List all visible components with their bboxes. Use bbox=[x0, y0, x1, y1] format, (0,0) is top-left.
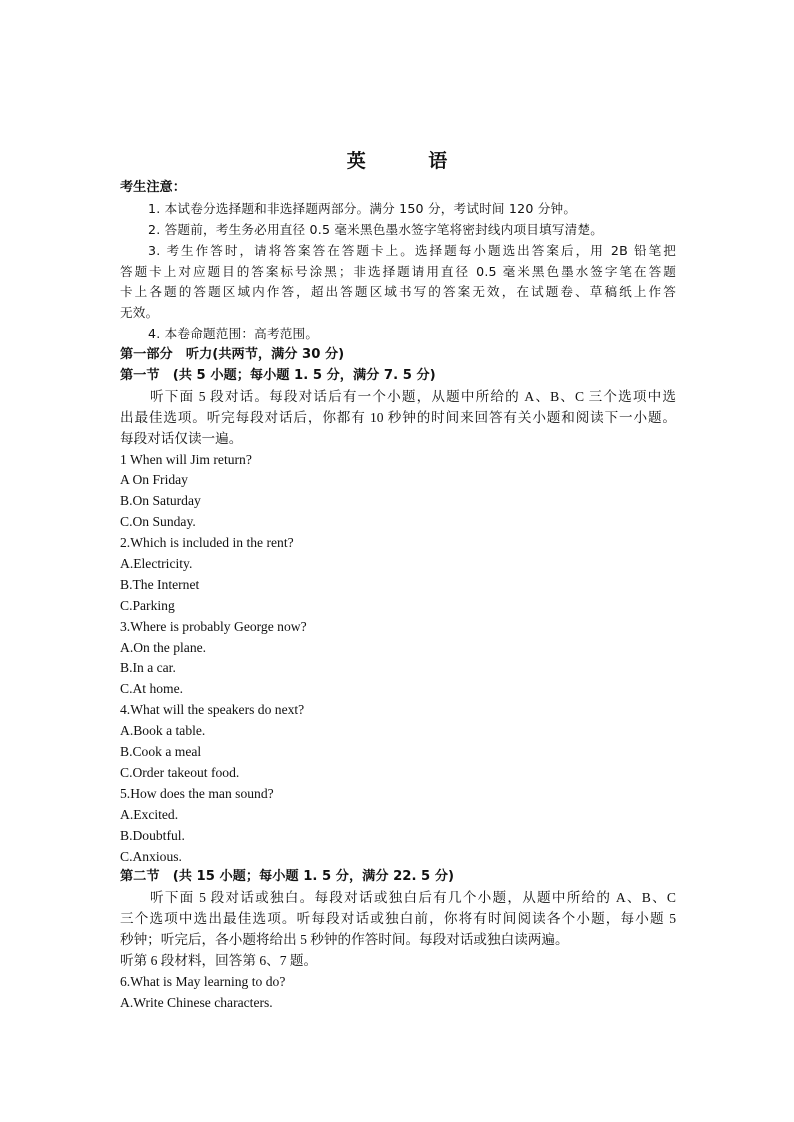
question-5: 5.How does the man sound? bbox=[120, 785, 274, 801]
option-4a: A.Book a table. bbox=[120, 723, 206, 739]
option-2c: C.Parking bbox=[120, 597, 175, 613]
option-2a: A.Electricity. bbox=[120, 556, 193, 572]
exam-content bbox=[120, 178, 676, 1014]
question-3: 3.Where is probably George now? bbox=[120, 618, 307, 634]
question-4: 4.What will the speakers do next? bbox=[120, 702, 305, 718]
option-5a: A.Excited. bbox=[120, 806, 179, 822]
section2-instructions: 秒钟；听完后，各小题将给出 5 秒钟的作答时间。每段对话或独白读两遍。 bbox=[120, 932, 569, 948]
notice-line: 卡上各题的答题区域内作答，超出答题区域书写的答案无效，在试题卷、草稿纸上作答 bbox=[120, 284, 676, 300]
notice-heading: 考生注意： bbox=[120, 180, 186, 195]
notice-line: 2. 答题前，考生务必用直径 0.5 毫米黑色墨水签字笔将密封线内项目填写清楚。 bbox=[148, 221, 604, 237]
notice-line: 1. 本试卷分选择题和非选择题两部分。满分 150 分，考试时间 120 分钟。 bbox=[148, 200, 577, 216]
option-1a: A On Friday bbox=[120, 472, 188, 488]
option-1c: C.On Sunday. bbox=[120, 514, 196, 530]
option-3b: B.In a car. bbox=[120, 660, 176, 676]
page-title: 英 语 bbox=[346, 150, 476, 172]
question-2: 2.Which is included in the rent? bbox=[120, 535, 294, 551]
option-3a: A.On the plane. bbox=[120, 639, 207, 655]
question-6: 6.What is May learning to do? bbox=[120, 973, 286, 989]
option-3c: C.At home. bbox=[120, 681, 184, 697]
option-2b: B.The Internet bbox=[120, 576, 200, 592]
question-1: 1 When will Jim return? bbox=[120, 451, 252, 467]
option-4c: C.Order takeout food. bbox=[120, 764, 240, 780]
notice-line: 答题卡上对应题目的答案标号涂黑；非选择题请用直径 0.5 毫米黑色墨水签字笔在答题 bbox=[120, 263, 676, 279]
material-note: 听第 6 段材料，回答第 6、7 题。 bbox=[120, 952, 318, 968]
option-5b: B.Doubtful. bbox=[120, 827, 185, 843]
section1-instructions: 听下面 5 段对话。每段对话后有一个小题，从题中所给的 A、B、C 三个选项中选 bbox=[150, 388, 676, 404]
notice-line: 3. 考生作答时，请将答案答在答题卡上。选择题每小题选出答案后，用 2B 铅笔把 bbox=[148, 242, 676, 258]
notice-line: 无效。 bbox=[120, 305, 159, 321]
section1-instructions: 出最佳选项。听完每段对话后，你都有 10 秒钟的时间来回答有关小题和阅读下一小题。 bbox=[120, 409, 676, 425]
option-1b: B.On Saturday bbox=[120, 493, 201, 509]
part1-heading: 第一部分 听力(共两节，满分 30 分) bbox=[120, 347, 345, 363]
option-5c: C.Anxious. bbox=[120, 848, 182, 864]
option-6a: A.Write Chinese characters. bbox=[120, 994, 273, 1010]
section2-instructions: 三个选项中选出最佳选项。听每段对话或独白前，你将有时间阅读各个小题，每小题 5 bbox=[120, 911, 676, 927]
section1-instructions: 每段对话仅读一遍。 bbox=[120, 430, 243, 446]
section2-instructions: 听下面 5 段对话或独白。每段对话或独白后有几个小题，从题中所给的 A、B、C bbox=[150, 890, 676, 906]
option-4b: B.Cook a meal bbox=[120, 744, 202, 760]
section1-heading: 第一节 (共 5 小题；每小题 1. 5 分，满分 7. 5 分) bbox=[120, 368, 436, 384]
notice-line: 4. 本卷命题范围：高考范围。 bbox=[148, 326, 319, 342]
section2-heading: 第二节 (共 15 小题；每小题 1. 5 分，满分 22. 5 分) bbox=[120, 869, 455, 885]
